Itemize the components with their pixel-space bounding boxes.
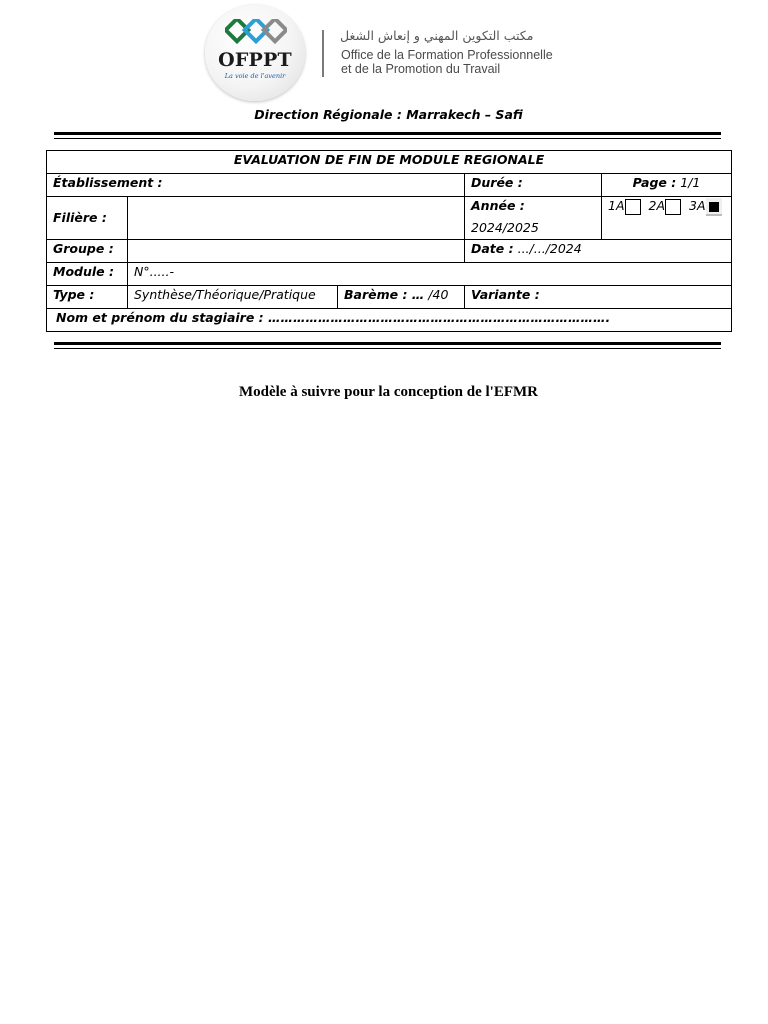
- annee-label: Année :: [471, 198, 525, 213]
- filiere-label: Filière :: [53, 210, 107, 225]
- bareme-cell[interactable]: [338, 286, 465, 309]
- evaluation-form: [46, 150, 732, 332]
- page-cell: [602, 174, 732, 197]
- level-3a-checkbox[interactable]: [706, 198, 722, 216]
- org-name-french-line1: Office de la Formation Professionnelle: [341, 48, 553, 62]
- filiere-value-cell[interactable]: [128, 197, 465, 240]
- date-label: Date :: [471, 241, 514, 256]
- variante-cell[interactable]: [465, 286, 732, 309]
- page-label: Page :: [632, 175, 677, 190]
- ofppt-logo: [205, 5, 305, 101]
- page-value: 1/1: [680, 175, 701, 190]
- form-title: EVALUATION DE FIN DE MODULE REGIONALE: [47, 151, 732, 174]
- org-name-arabic: مكتب التكوين المهني و إنعاش الشغل: [340, 28, 534, 43]
- date-value: .../.../2024: [517, 241, 582, 256]
- groupe-label-cell: [47, 240, 128, 263]
- bareme-value: /40: [428, 287, 449, 302]
- annee-cell: [465, 197, 602, 240]
- type-label: Type :: [53, 287, 95, 302]
- groupe-label: Groupe :: [53, 241, 114, 256]
- etablissement-cell[interactable]: [47, 174, 465, 197]
- level-options: [602, 197, 732, 240]
- bottom-double-rule: [54, 342, 721, 348]
- level-3a-label: 3A: [689, 198, 706, 213]
- type-value-cell[interactable]: [128, 286, 338, 309]
- level-2a-checkbox[interactable]: [665, 199, 681, 215]
- level-1a-checkbox[interactable]: [625, 199, 641, 215]
- module-value-cell[interactable]: [128, 263, 732, 286]
- module-label-cell: [47, 263, 128, 286]
- model-title: Modèle à suivre pour la conception de l'EFMR: [238, 384, 539, 400]
- variante-label: Variante :: [471, 287, 540, 302]
- date-cell[interactable]: [465, 240, 732, 263]
- duree-label: Durée :: [471, 175, 523, 190]
- filiere-label-cell: [47, 197, 128, 240]
- direction-regionale: Direction Régionale : Marrakech – Safi: [254, 107, 523, 122]
- module-label: Module :: [53, 264, 114, 279]
- module-value: N°.....-: [134, 264, 174, 279]
- etablissement-label: Établissement :: [53, 175, 163, 190]
- org-name-french-line2: et de la Promotion du Travail: [341, 62, 501, 76]
- annee-value: 2024/2025: [471, 220, 539, 235]
- bareme-label: Barème : …: [344, 287, 425, 302]
- nom-prenom-label: Nom et prénom du stagiaire : ……………………………………………………………………….: [56, 310, 611, 325]
- level-1a-label: 1A: [608, 198, 625, 213]
- duree-cell[interactable]: [465, 174, 602, 197]
- ofppt-logo-mark-icon: [225, 19, 287, 49]
- header-divider: [322, 30, 324, 77]
- logo-tagline: La voie de l'avenir: [224, 72, 286, 80]
- groupe-value-cell[interactable]: [128, 240, 465, 263]
- level-2a-label: 2A: [648, 198, 666, 213]
- nom-prenom-cell[interactable]: [47, 309, 732, 332]
- logo-name: OFPPT: [218, 49, 292, 71]
- type-label-cell: [47, 286, 128, 309]
- top-double-rule: [54, 132, 721, 138]
- type-value: Synthèse/Théorique/Pratique: [134, 287, 316, 302]
